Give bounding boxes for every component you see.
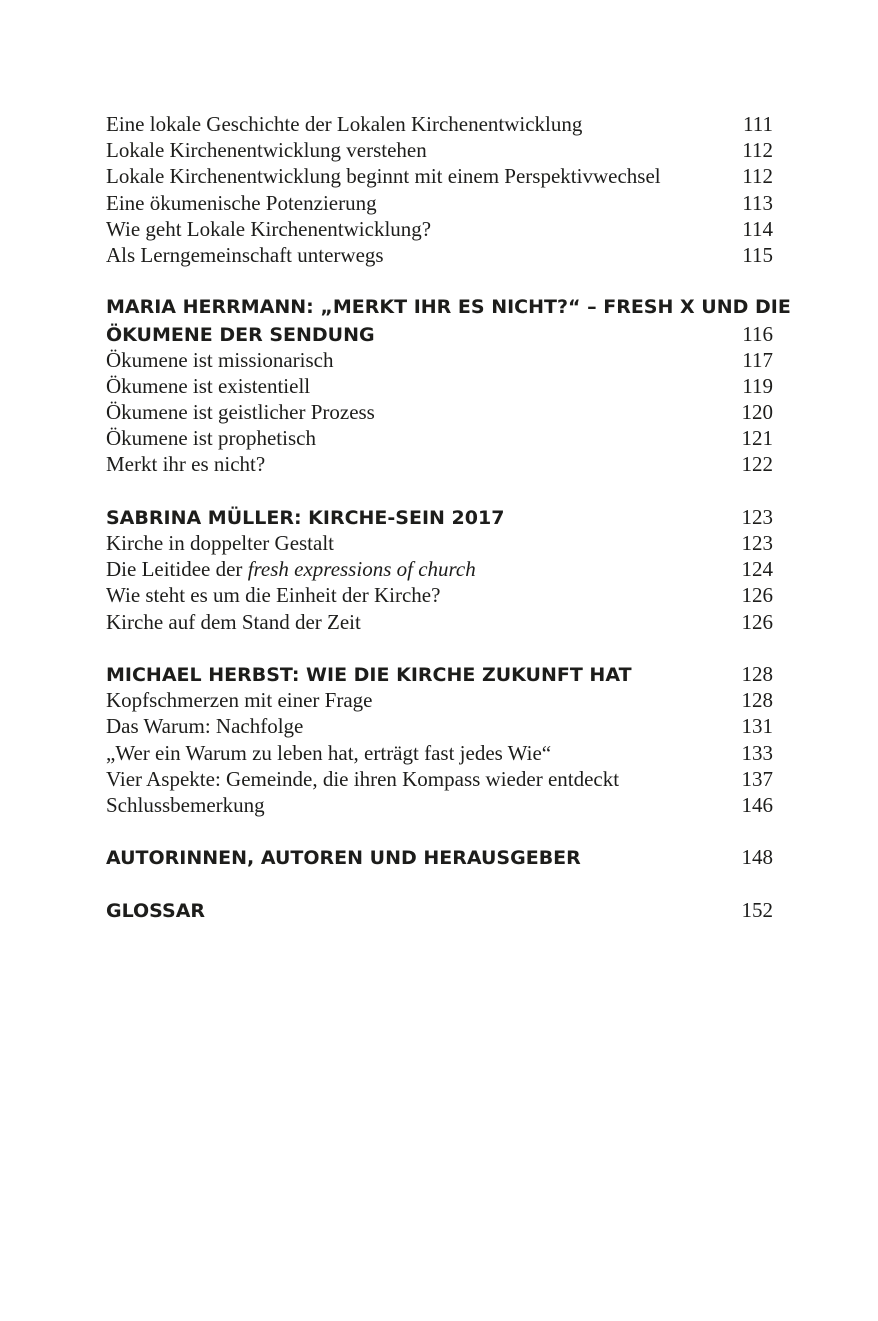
toc-heading-page: 116 bbox=[742, 321, 773, 346]
toc-entry-page: 121 bbox=[741, 426, 773, 451]
toc-heading bbox=[106, 844, 773, 870]
section-gap bbox=[106, 635, 773, 661]
toc-entry-page: 114 bbox=[742, 216, 773, 241]
toc-entry bbox=[106, 687, 773, 713]
toc-entry-page: 123 bbox=[741, 531, 773, 555]
toc-heading-title-line2: ÖKUMENE DER SENDUNG bbox=[106, 323, 375, 346]
toc-entry bbox=[106, 425, 773, 451]
toc-entry-title: Ökumene ist missionarisch bbox=[106, 347, 334, 372]
toc-entry-title: Ökumene ist existentiell bbox=[106, 373, 311, 398]
toc-entry-title: Kirche auf dem Stand der Zeit bbox=[106, 609, 361, 634]
toc-entry-page: 113 bbox=[742, 190, 773, 215]
toc-entry-title: Das Warum: Nachfolge bbox=[106, 714, 304, 739]
toc-entry bbox=[106, 740, 773, 766]
toc-heading-page: 148 bbox=[741, 845, 773, 870]
toc-entry-page: 124 bbox=[741, 557, 773, 582]
toc-entry-page: 112 bbox=[742, 138, 773, 163]
toc-entry bbox=[106, 766, 773, 792]
toc-heading-page: 152 bbox=[741, 897, 773, 922]
toc-entry-page: 120 bbox=[741, 400, 773, 425]
toc-entry-page: 111 bbox=[743, 112, 773, 136]
section-gap bbox=[106, 870, 773, 896]
toc-entry bbox=[106, 792, 773, 818]
toc-heading bbox=[106, 897, 773, 923]
toc-entry-title: Als Lerngemeinschaft unterwegs bbox=[106, 242, 384, 267]
section-gap bbox=[106, 478, 773, 504]
toc-entry-title-prefix: Die Leitidee der bbox=[106, 557, 248, 582]
toc-entry-page: 115 bbox=[742, 242, 773, 267]
toc-entry-title-italic: fresh expressions of church bbox=[247, 557, 476, 582]
toc-entry-title: Wie geht Lokale Kirchenentwicklung? bbox=[106, 216, 432, 241]
toc-entry-title: Ökumene ist prophetisch bbox=[106, 426, 316, 451]
toc-entry bbox=[106, 190, 773, 216]
toc-entry-title: Eine lokale Geschichte der Lokalen Kirchenentwicklung bbox=[106, 112, 583, 136]
toc-entry-page: 117 bbox=[742, 347, 773, 372]
toc-entry-page: 112 bbox=[742, 164, 773, 189]
toc-entry bbox=[106, 137, 773, 163]
toc-entry bbox=[106, 216, 773, 242]
toc-entry bbox=[106, 347, 773, 373]
toc-entry-page: 146 bbox=[741, 792, 773, 817]
toc-entry bbox=[106, 451, 773, 477]
toc-entry-page: 122 bbox=[741, 452, 773, 477]
toc-entry bbox=[106, 163, 773, 189]
toc-entry-title: Eine ökumenische Potenzierung bbox=[106, 190, 377, 215]
toc-heading bbox=[106, 294, 791, 320]
toc-entry-title bbox=[106, 556, 476, 582]
toc-entry bbox=[106, 609, 773, 635]
section-gap bbox=[106, 818, 773, 844]
toc-entry-title: Vier Aspekte: Gemeinde, die ihren Kompass wieder entdeckt bbox=[106, 766, 620, 791]
toc-entry-page: 133 bbox=[741, 740, 773, 765]
toc-heading bbox=[106, 321, 773, 347]
toc-entry-title: Kopfschmerzen mit einer Frage bbox=[106, 688, 373, 713]
toc-entry-title: Kirche in doppelter Gestalt bbox=[106, 531, 335, 555]
toc-heading-page: 128 bbox=[741, 661, 773, 686]
toc-heading-page: 123 bbox=[741, 504, 773, 529]
toc-entry-page: 126 bbox=[741, 583, 773, 608]
toc-heading-title-line1: MARIA HERRMANN: „MERKT IHR ES NICHT?“ – FRESH X UND DIE bbox=[106, 296, 791, 319]
toc-heading bbox=[106, 661, 773, 687]
toc-entry-page: 128 bbox=[741, 688, 773, 713]
toc-entry bbox=[106, 530, 773, 556]
toc-heading-title: AUTORINNEN, AUTOREN UND HERAUSGEBER bbox=[106, 847, 581, 870]
toc-entry-page: 119 bbox=[742, 373, 773, 398]
toc-entry-page: 137 bbox=[741, 766, 773, 791]
toc-entry bbox=[106, 582, 773, 608]
toc-entry-title: Lokale Kirchenentwicklung verstehen bbox=[106, 138, 427, 163]
toc-entry-title: Merkt ihr es nicht? bbox=[106, 452, 266, 477]
toc-entry bbox=[106, 242, 773, 268]
toc-heading-title: SABRINA MÜLLER: KIRCHE-SEIN 2017 bbox=[106, 506, 505, 529]
toc-entry-title: Wie steht es um die Einheit der Kirche? bbox=[106, 583, 441, 608]
toc-entry bbox=[106, 713, 773, 739]
toc-entry-title: Lokale Kirchenentwicklung beginnt mit einem Perspektivwechsel bbox=[106, 164, 661, 189]
toc-entry bbox=[106, 556, 773, 582]
toc-entry-title: „Wer ein Warum zu leben hat, erträgt fast jedes Wie“ bbox=[106, 740, 552, 765]
toc-entry-page: 131 bbox=[741, 714, 773, 739]
toc-entry bbox=[106, 399, 773, 425]
toc-heading-title: GLOSSAR bbox=[106, 899, 206, 922]
toc-entry bbox=[106, 373, 773, 399]
toc-heading-title: MICHAEL HERBST: WIE DIE KIRCHE ZUKUNFT HAT bbox=[106, 663, 632, 686]
toc-entry-page: 126 bbox=[741, 609, 773, 634]
toc-entry-title: Ökumene ist geistlicher Prozess bbox=[106, 400, 375, 425]
table-of-contents bbox=[106, 111, 791, 923]
toc-entry bbox=[106, 111, 773, 137]
section-gap bbox=[106, 268, 773, 294]
toc-heading bbox=[106, 504, 773, 530]
toc-entry-title: Schlussbemerkung bbox=[106, 792, 265, 817]
